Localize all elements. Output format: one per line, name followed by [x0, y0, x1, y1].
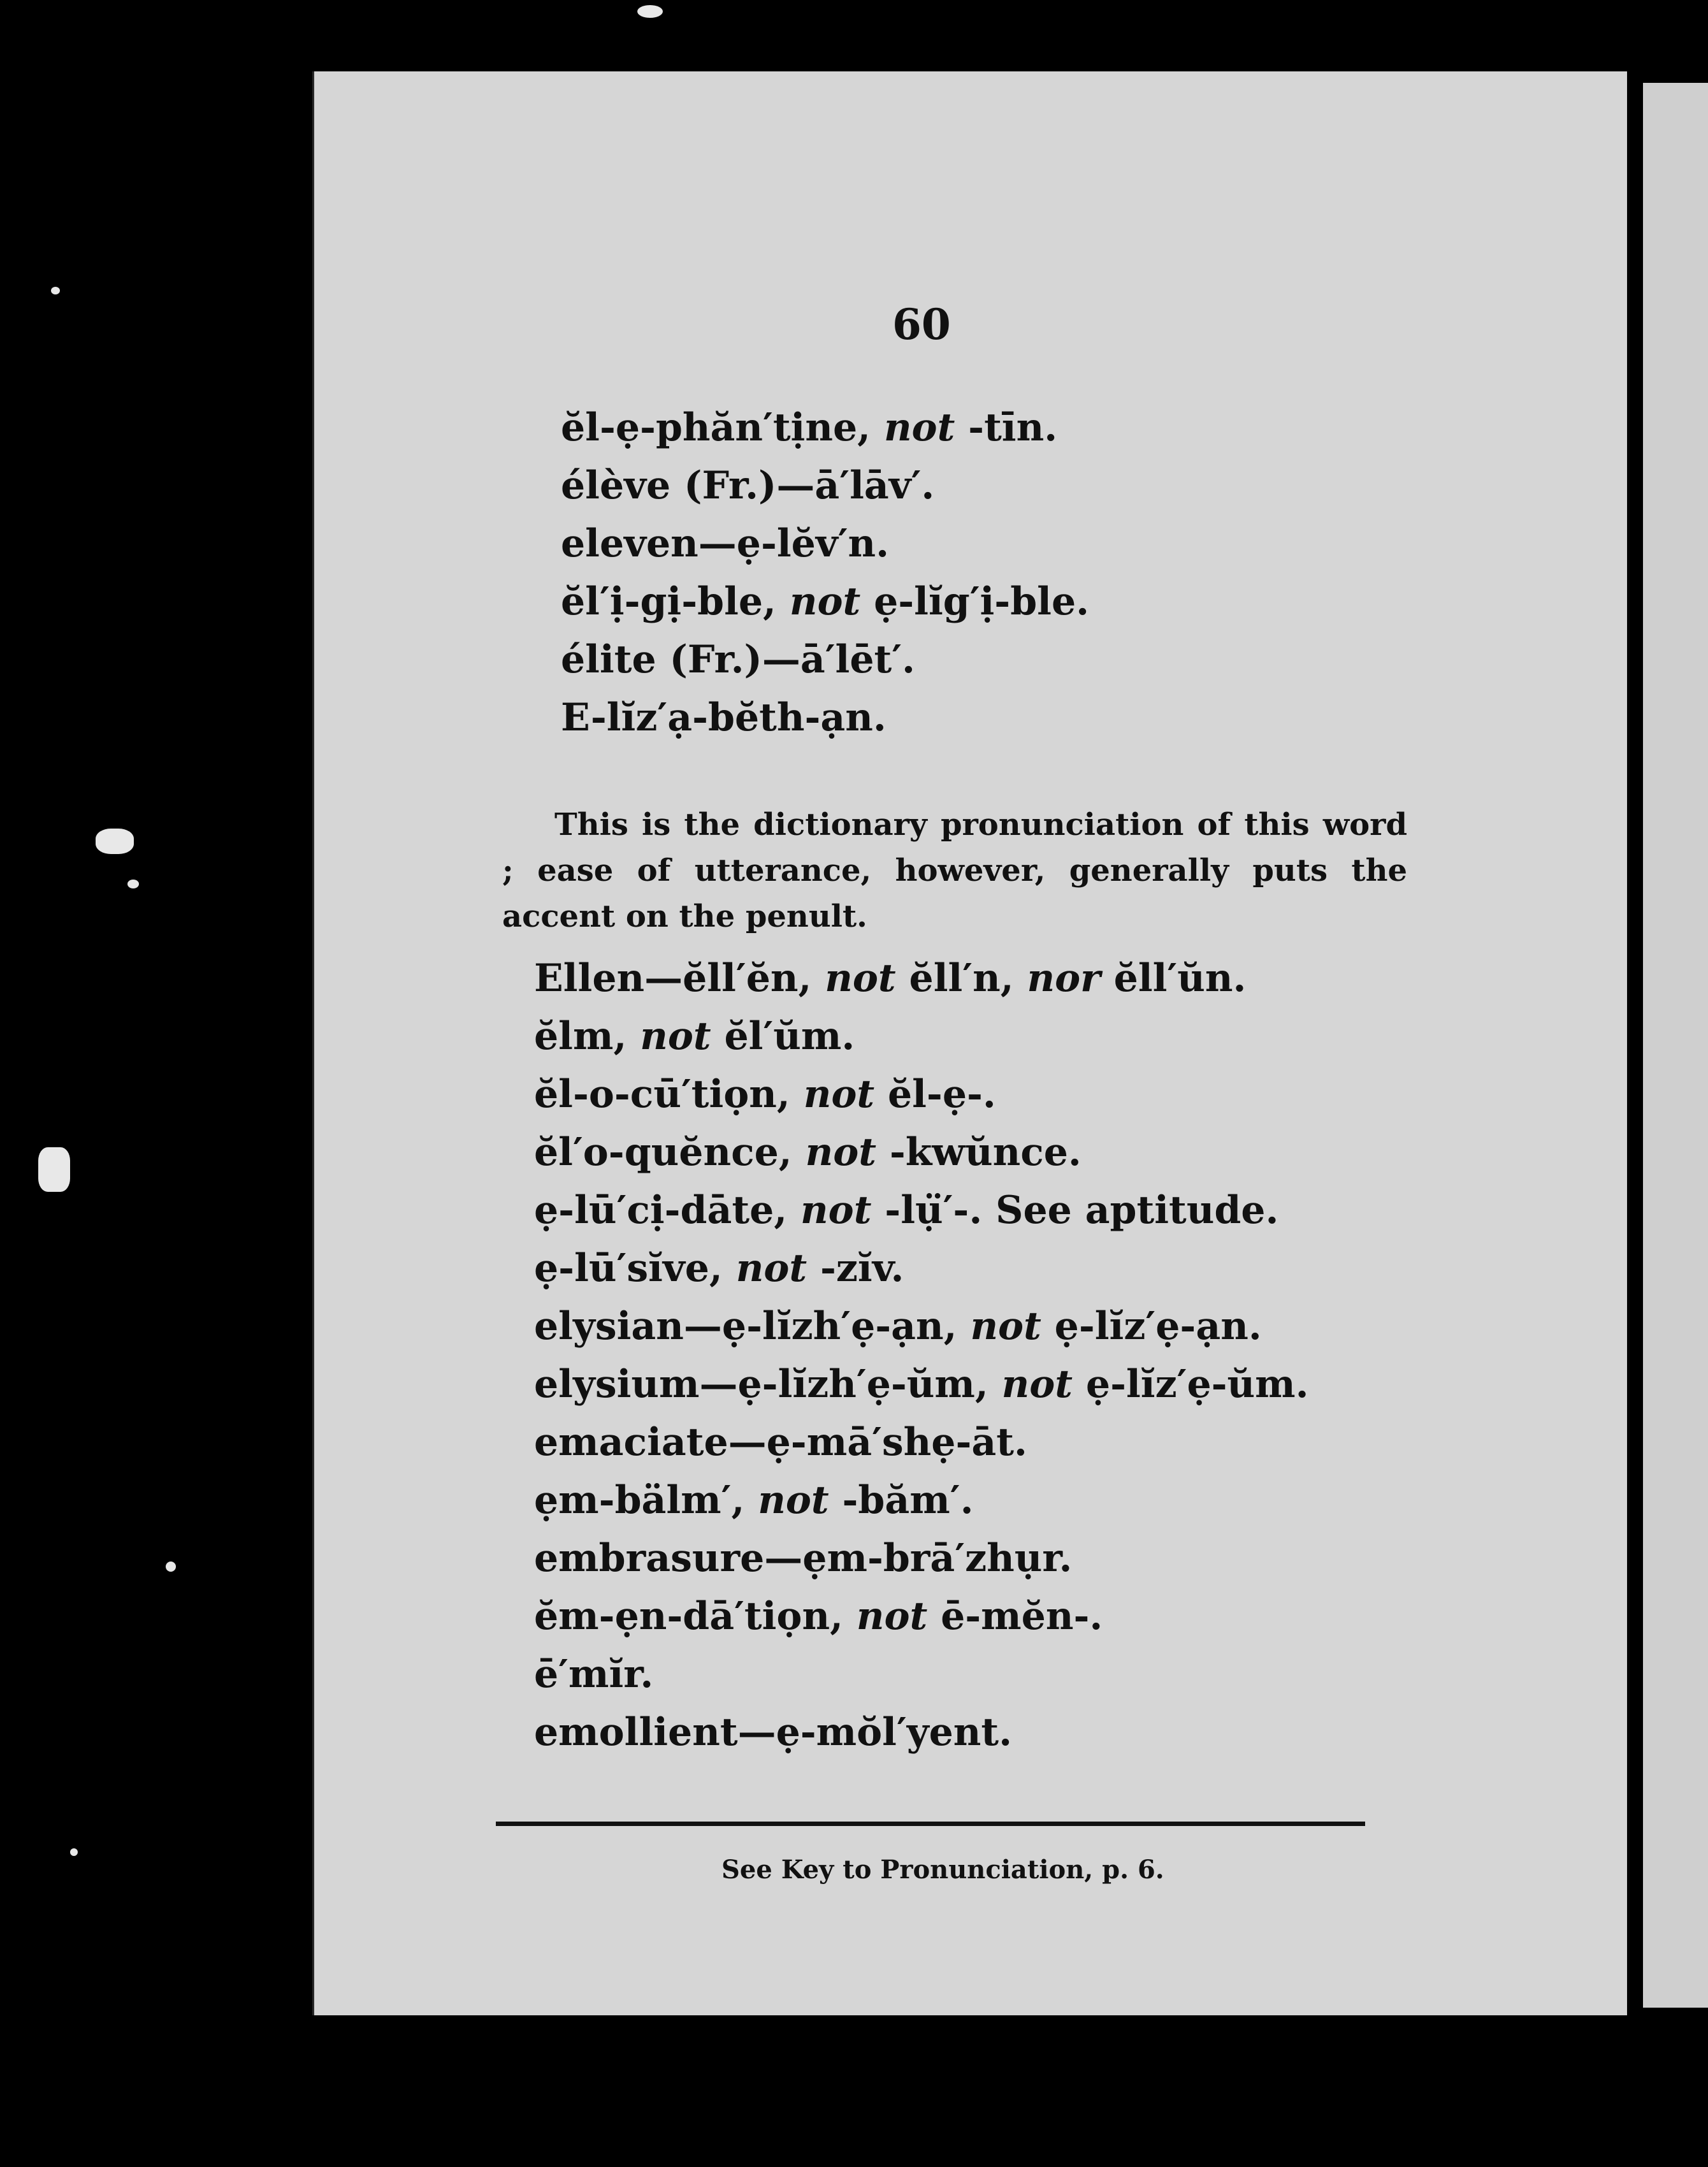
entry: ẹ-lū′cị-dāte, not -lụ̈′-. See aptitude. — [534, 1188, 1279, 1233]
entry: ĕlm, not ĕl′ŭm. — [534, 1014, 855, 1059]
entry: emollient—ẹ-mŏl′yent. — [534, 1710, 1013, 1755]
entry: élite (Fr.)—ā′lēt′. — [561, 637, 915, 682]
entry: élève (Fr.)—ā′lāv′. — [561, 463, 935, 508]
entry: ẹm-bälm′, not -băm′. — [534, 1478, 974, 1523]
entry-list-bottom — [534, 950, 1309, 1762]
entry: Ellen—ĕll′ĕn, not ĕll′n, nor ĕll′ŭn. — [534, 956, 1247, 1001]
entry: embrasure—ẹm-brā′zhụr. — [534, 1536, 1073, 1581]
entry: ĕl′ị-gị-ble, not ẹ-lĭg′ị-ble. — [561, 579, 1090, 624]
entry: ĕl′o-quĕnce, not -kwŭnce. — [534, 1130, 1082, 1175]
entry-list-top — [561, 399, 1089, 747]
adjacent-page-edge — [1643, 83, 1708, 2008]
entry: ĕl-o-cū′tiọn, not ĕl-ẹ-. — [534, 1072, 996, 1117]
entry: ĕm-ẹn-dā′tiọn, not ē-mĕn-. — [534, 1594, 1103, 1639]
footer-text: See Key to Pronunciation, p. 6. — [721, 1855, 1164, 1885]
footer-rule — [496, 1822, 1365, 1826]
entry: ĕl-ẹ-phăn′tịne, not -tīn. — [561, 405, 1058, 450]
pronunciation-note: This is the dictionary pronunciation of this word ; ease of utterance, however, generally puts the accent on the penult. — [502, 807, 1407, 934]
entry: ē′mĭr. — [534, 1652, 654, 1697]
entry: elysian—ẹ-lĭzh′ẹ-ạn, not ẹ-lĭz′ẹ-ạn. — [534, 1304, 1262, 1349]
entry: emaciate—ẹ-mā′shẹ-āt. — [534, 1420, 1027, 1465]
entry: elysium—ẹ-lĭzh′ẹ-ŭm, not ẹ-lĭz′ẹ-ŭm. — [534, 1362, 1309, 1407]
entry: ẹ-lū′sĭve, not -zĭv. — [534, 1246, 904, 1291]
page-number: 60 — [892, 300, 951, 349]
entry: eleven—ẹ-lĕv′n. — [561, 521, 890, 566]
entry: E-lĭz′ạ-bĕth-ạn. — [561, 695, 887, 740]
